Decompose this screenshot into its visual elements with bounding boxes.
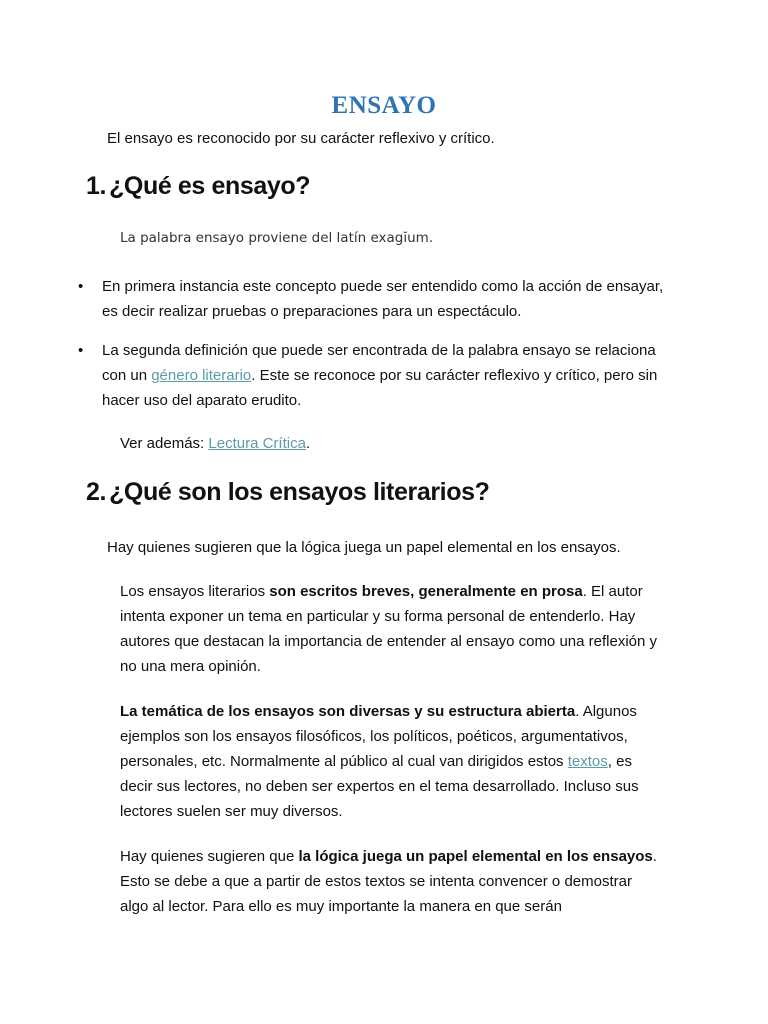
see-also <box>120 431 310 456</box>
paragraph-text: . El autor intenta exponer un tema en particular y su forma personal de entenderlo. Hay autores que destacan la importancia de entender al ensayo como una reflexión y no una mera opinión. <box>120 583 658 675</box>
see-also-end: . <box>305 435 311 452</box>
latin-origin-note: La palabra ensayo proviene del latín exagĭum. <box>120 230 434 246</box>
list-item-text <box>102 338 678 413</box>
section-1-heading <box>86 172 310 201</box>
paragraph-text: . Esto se debe a que a partir de estos textos se intenta convencer o demostrar algo al lector. Para ello es muy importante la manera en que serán <box>120 848 657 915</box>
list-item-text-start: La segunda definición que puede ser encontrada de la palabra ensayo se relaciona con un <box>102 342 656 384</box>
paragraph-bold: son escritos breves, generalmente en prosa <box>269 583 583 600</box>
list-item-text-end: . Este se reconoce por su carácter reflexivo y crítico, pero sin hacer uso del aparato erudito. <box>102 367 658 409</box>
paragraph-text: Hay quienes sugieren que <box>120 848 299 865</box>
paragraph-bold: la lógica juega un papel elemental en los ensayos <box>298 848 653 865</box>
paragraph-tematica <box>120 699 660 824</box>
list-item-text: En primera instancia este concepto puede ser entendido como la acción de ensayar, es decir realizar pruebas o preparaciones para un espectáculo. <box>102 278 664 320</box>
paragraph-text: , es decir sus lectores, no deben ser expertos en el tema desarrollado. Incluso sus lectores suelen ser muy diversos. <box>120 753 639 820</box>
see-also-label: Ver además: <box>120 435 209 452</box>
section-2-lead: Hay quienes sugieren que la lógica juega un papel elemental en los ensayos. <box>107 539 621 556</box>
paragraph-text: . Algunos ejemplos son los ensayos filosóficos, los políticos, poéticos, argumentativos, personales, etc. Normalmente al público al cual van dirigidos estos <box>120 703 637 770</box>
lectura-critica-link[interactable]: Lectura Crítica <box>208 435 306 452</box>
section-2-number: 2. <box>86 478 107 506</box>
paragraph-definition <box>120 579 660 679</box>
textos-link[interactable]: textos <box>567 753 608 770</box>
genero-literario-link[interactable]: género literario <box>151 367 252 384</box>
document-title: ENSAYO <box>331 92 437 119</box>
paragraph-bold: La temática de los ensayos son diversas y su estructura abierta <box>120 703 576 720</box>
paragraph-text: Los ensayos literarios <box>120 583 270 600</box>
bullet-icon: • <box>78 278 84 295</box>
section-2-title: ¿Qué son los ensayos literarios? <box>109 478 490 506</box>
list-item <box>78 274 678 324</box>
list-item <box>78 338 678 413</box>
section-2-heading <box>86 478 489 507</box>
paragraph-logica <box>120 844 660 919</box>
bullet-icon: • <box>78 342 84 359</box>
intro-paragraph: El ensayo es reconocido por su carácter reflexivo y crítico. <box>107 130 495 147</box>
section-1-number: 1. <box>86 172 107 200</box>
section-1-title: ¿Qué es ensayo? <box>109 172 311 200</box>
